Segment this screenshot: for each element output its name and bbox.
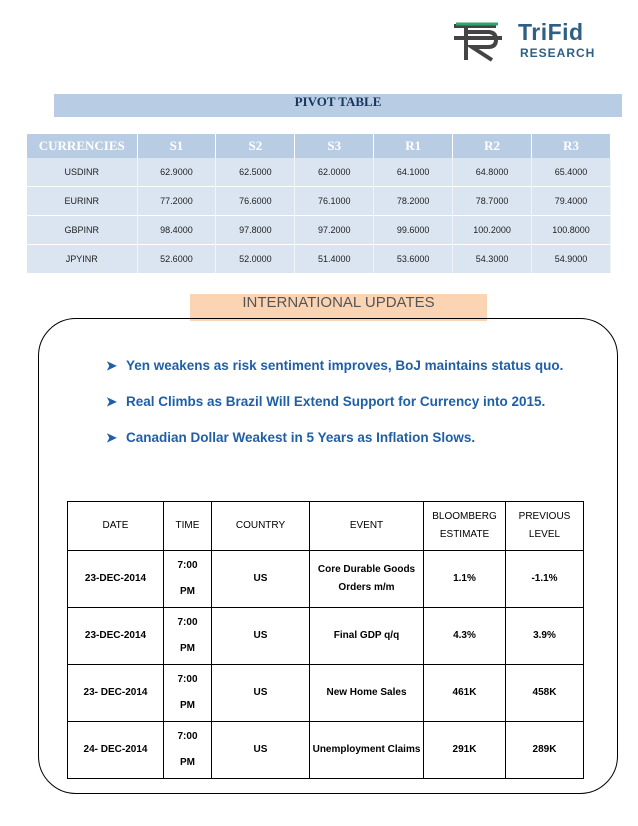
event-previous: -1.1% [506,551,584,608]
events-header: EVENT [310,502,424,551]
update-text: Canadian Dollar Weakest in 5 Years as Inflation Slows. [126,430,476,445]
arrow-bullet-icon: ➤ [106,430,117,445]
event-previous: 289K [506,722,584,779]
event-country: US [212,722,310,779]
pivot-cell: 54.9000 [532,245,611,274]
event-name: Core Durable Goods Orders m/m [310,551,424,608]
trifid-logo [452,18,597,64]
logo-text-trifid: TriFid [518,19,584,45]
events-header: COUNTRY [212,502,310,551]
pivot-row [27,245,611,274]
event-country: US [212,608,310,665]
pivot-header: S2 [216,134,295,158]
pivot-cell: 100.2000 [453,216,532,245]
pivot-header-row [27,134,611,158]
pivot-row [27,187,611,216]
event-date: 23-DEC-2014 [68,608,164,665]
pivot-cell: 79.4000 [532,187,611,216]
pivot-table [27,134,611,274]
pivot-cell: 62.0000 [295,158,374,187]
pivot-cell: 76.6000 [216,187,295,216]
update-bullet [106,354,576,378]
event-estimate: 461K [424,665,506,722]
pivot-row [27,216,611,245]
pivot-cell: 97.8000 [216,216,295,245]
events-header: BLOOMBERG ESTIMATE [424,502,506,551]
event-row [68,608,584,665]
pivot-cell: GBPINR [27,216,137,245]
event-date: 23-DEC-2014 [68,551,164,608]
pivot-cell: 77.2000 [137,187,216,216]
event-name: Final GDP q/q [310,608,424,665]
event-date: 24- DEC-2014 [68,722,164,779]
event-estimate: 291K [424,722,506,779]
events-header: TIME [164,502,212,551]
pivot-header: S1 [137,134,216,158]
pivot-cell: 53.6000 [374,245,453,274]
economic-events-table [67,501,584,779]
event-time: 7:00 PM [164,608,212,665]
updates-bullet-list [106,354,576,462]
pivot-cell: 97.2000 [295,216,374,245]
pivot-cell: 76.1000 [295,187,374,216]
pivot-cell: 78.7000 [453,187,532,216]
logo-text-research: RESEARCH [520,46,596,60]
event-estimate: 1.1% [424,551,506,608]
event-previous: 458K [506,665,584,722]
event-name: New Home Sales [310,665,424,722]
pivot-header: R3 [532,134,611,158]
event-name: Unemployment Claims [310,722,424,779]
pivot-cell: EURINR [27,187,137,216]
event-country: US [212,551,310,608]
event-time: 7:00 PM [164,551,212,608]
pivot-cell: 52.0000 [216,245,295,274]
event-row [68,551,584,608]
event-country: US [212,665,310,722]
event-previous: 3.9% [506,608,584,665]
pivot-row [27,158,611,187]
pivot-cell: 98.4000 [137,216,216,245]
pivot-cell: 62.9000 [137,158,216,187]
update-text: Yen weakens as risk sentiment improves, BoJ maintains status quo. [126,358,564,373]
pivot-header: R1 [374,134,453,158]
pivot-cell: 54.3000 [453,245,532,274]
events-header-row [68,502,584,551]
events-header: PREVIOUS LEVEL [506,502,584,551]
pivot-header: S3 [295,134,374,158]
event-row [68,665,584,722]
pivot-header: R2 [453,134,532,158]
event-estimate: 4.3% [424,608,506,665]
arrow-bullet-icon: ➤ [106,358,117,373]
international-updates-heading: INTERNATIONAL UPDATES [190,294,487,321]
update-text: Real Climbs as Brazil Will Extend Support for Currency into 2015. [126,394,546,409]
event-time: 7:00 PM [164,722,212,779]
event-row [68,722,584,779]
event-date: 23- DEC-2014 [68,665,164,722]
pivot-cell: 62.5000 [216,158,295,187]
pivot-cell: 78.2000 [374,187,453,216]
pivot-cell: 52.6000 [137,245,216,274]
pivot-cell: 65.4000 [532,158,611,187]
pivot-cell: 64.8000 [453,158,532,187]
event-time: 7:00 PM [164,665,212,722]
pivot-cell: 51.4000 [295,245,374,274]
pivot-cell: USDINR [27,158,137,187]
rupee-r-logo-icon [452,20,514,62]
arrow-bullet-icon: ➤ [106,394,117,409]
pivot-table-title: PIVOT TABLE [54,94,622,117]
update-bullet [106,390,576,414]
events-header: DATE [68,502,164,551]
pivot-header: CURRENCIES [27,134,137,158]
update-bullet [106,426,576,450]
pivot-cell: 100.8000 [532,216,611,245]
pivot-cell: JPYINR [27,245,137,274]
pivot-cell: 64.1000 [374,158,453,187]
pivot-cell: 99.6000 [374,216,453,245]
